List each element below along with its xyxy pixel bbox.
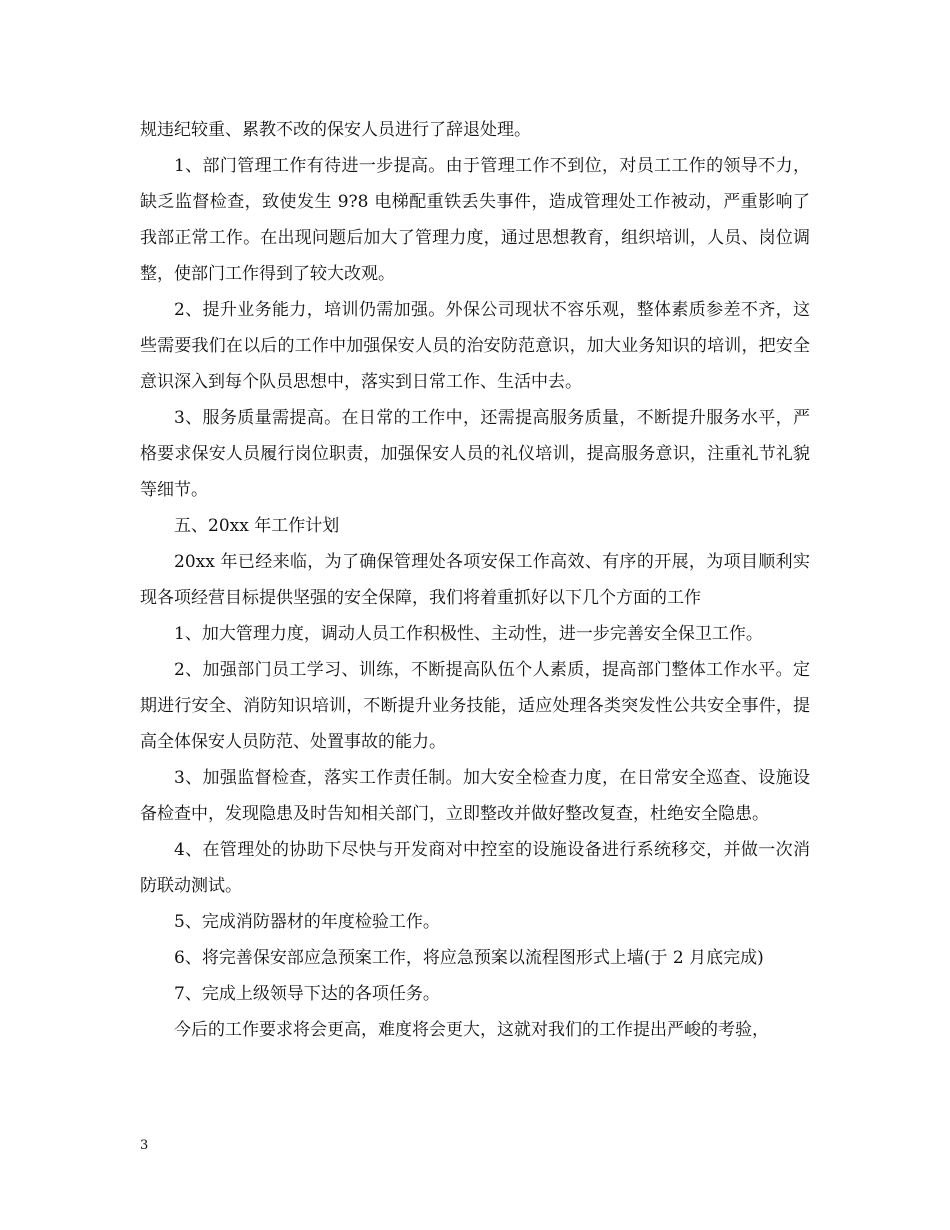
plan-item-6: 6、将完善保安部应急预案工作，将应急预案以流程图形式上墙(于 2 月底完成) [174,948,764,968]
plan-item-2: 2、加强部门员工学习、训练，不断提高队伍个人素质，提高部门整体工作水平。定期进行安全、消防知识培训，不断提升业务技能，适应处理各类突发性公共安全事件，提高全体保安人员防范、处置事故的能力。 [140,660,810,752]
plan-item-7: 7、完成上级领导下达的各项任务。 [174,984,440,1004]
document-body [140,112,810,1048]
paragraph-closing: 今后的工作要求将会更高，难度将会更大，这就对我们的工作提出严峻的考验， [174,1020,769,1040]
plan-item-3: 3、加强监督检查，落实工作责任制。加大安全检查力度，在日常安全巡查、设施设备检查中，发现隐患及时告知相关部门，立即整改并做好整改复查，杜绝安全隐患。 [140,768,810,824]
plan-item-5: 5、完成消防器材的年度检验工作。 [174,912,440,932]
plan-item-4: 4、在管理处的协助下尽快与开发商对中控室的设施设备进行系统移交，并做一次消防联动测试。 [140,840,810,896]
paragraph-item-1-management: 1、部门管理工作有待进一步提高。由于管理工作不到位，对员工工作的领导不力，缺乏监督检查，致使发生 9?8 电梯配重铁丢失事件，造成管理处工作被动，严重影响了我部正常工作。在出现问题后加大了管理力度，通过思想教育，组织培训，人员、岗位调整，使部门工作得到了较大改观。 [140,156,810,284]
paragraph-item-3-service: 3、服务质量需提高。在日常的工作中，还需提高服务质量，不断提升服务水平，严格要求保安人员履行岗位职责，加强保安人员的礼仪培训，提高服务意识，注重礼节礼貌等细节。 [140,408,810,500]
paragraph-plan-intro: 20xx 年已经来临，为了确保管理处各项安保工作高效、有序的开展，为项目顺利实现各项经营目标提供坚强的安全保障，我们将着重抓好以下几个方面的工作 [140,552,810,608]
paragraph-continuation: 规违纪较重、累教不改的保安人员进行了辞退处理。 [140,120,531,140]
paragraph-item-2-ability: 2、提升业务能力，培训仍需加强。外保公司现状不容乐观，整体素质参差不齐，这些需要我们在以后的工作中加强保安人员的治安防范意识，加大业务知识的培训，把安全意识深入到每个队员思想中，落实到日常工作、生活中去。 [140,300,810,392]
plan-item-1: 1、加大管理力度，调动人员工作积极性、主动性，进一步完善安全保卫工作。 [174,624,763,644]
page-number: 3 [140,1138,149,1153]
section-heading-work-plan: 五、20xx 年工作计划 [174,516,340,536]
